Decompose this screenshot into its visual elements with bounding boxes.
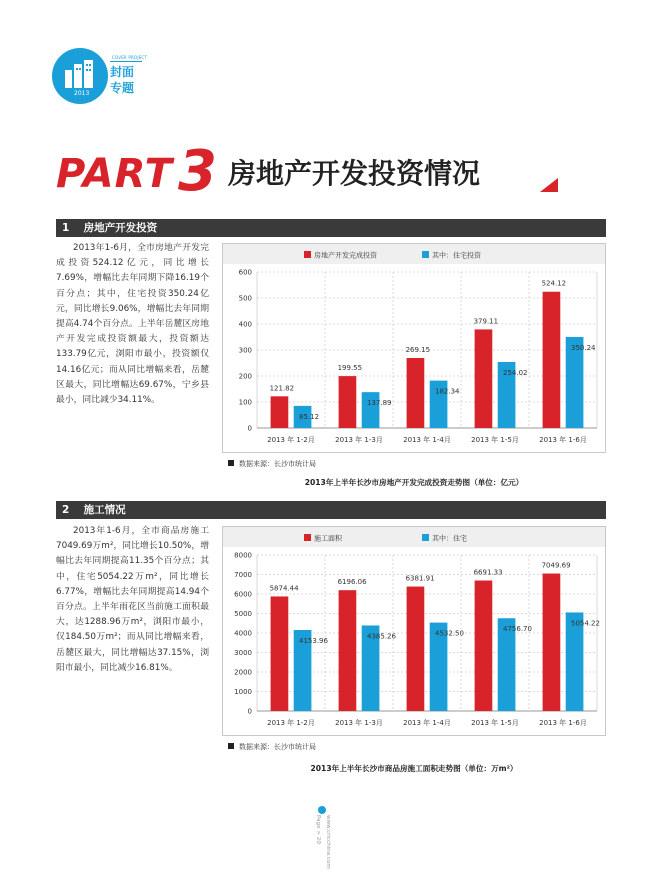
part-word: PART [56,151,173,197]
y-tick-label: 5000 [234,610,252,618]
bar [362,392,380,428]
x-tick-label: 2013 年 1-3月 [335,436,383,444]
chart-construction-svg [223,527,605,735]
y-tick-label: 600 [238,268,252,277]
source-text: 数据来源：长沙市统计局 [239,460,316,468]
legend-label: 施工面积 [314,534,342,543]
bar [407,358,425,428]
section-1-caption: 2013年上半年长沙市房地产开发完成投资走势图（单位：亿元） [304,478,524,487]
y-tick-label: 6000 [234,590,252,599]
section-title: 房地产开发投资 [83,222,158,234]
y-tick-label: 4000 [234,629,252,638]
data-label: 199.55 [337,364,363,373]
part-triangle-icon [540,178,558,192]
section-2-paragraph: 2013年1-6月，全市商品房施工7049.69万m²，同比增长10.50%，增幅比去年同期提高11.35个百分点；其中，住宅5054.22万m²，同比增长6.77%，增幅比去年同期提高14.94个百分点。上半年雨花区当前施工面积最大，达1288.96万m²，浏阳市最小，仅184.50万m²；而从同比增幅来看，岳麓区最大，同比增幅达37.15%，浏阳市最小，同比减少16.81%。 [56,526,209,673]
bar [271,596,289,711]
section-1-header [56,219,606,237]
data-label: 350.24 [571,343,596,352]
x-tick-label: 2013 年 1-6月 [539,719,587,727]
data-label: 6691.33 [473,568,503,577]
y-tick-label: 400 [238,320,252,329]
data-label: 4532.50 [435,629,464,638]
legend-swatch [422,534,429,541]
legend-label: 其中：住宅 [432,534,467,543]
chart-investment-svg [223,244,605,452]
section-2-header [56,501,606,519]
y-tick-label: 300 [238,346,252,355]
y-tick-label: 8000 [234,551,252,560]
y-tick-label: 1000 [234,688,252,696]
section-number: 1 [62,222,70,234]
y-tick-label: 3000 [234,649,252,657]
bullet-square-icon [228,743,234,749]
y-tick-label: 2000 [234,668,252,677]
data-label: 4756.70 [503,625,532,634]
x-tick-label: 2013 年 1-2月 [267,436,315,444]
building-icon [64,60,96,90]
part-title: 房地产开发投资情况 [228,157,481,190]
page-number: Page > 20 [315,815,321,844]
chart-investment [222,243,606,453]
data-label: 7049.69 [541,561,571,570]
data-label: 5874.44 [269,584,299,593]
data-label: 5054.22 [571,619,600,628]
logo-badge [52,48,108,104]
bar [475,329,493,428]
logo-year: 2013 [74,90,90,97]
data-label: 269.15 [405,346,431,355]
data-label: 524.12 [541,279,567,288]
bar [339,590,357,711]
data-label: 379.11 [473,317,499,326]
data-label: 182.34 [435,387,460,396]
bar [407,587,425,711]
bar [271,396,289,428]
legend-swatch [304,534,311,541]
y-tick-label: 0 [247,707,252,716]
data-label: 4385.26 [367,632,396,641]
bar [543,292,561,428]
bar [543,574,561,711]
data-label: 254.02 [503,368,528,377]
x-tick-label: 2013 年 1-6月 [539,436,587,444]
y-tick-label: 500 [238,294,252,303]
y-tick-label: 0 [247,424,252,433]
section-2-caption: 2013年上半年长沙市商品房施工面积走势图（单位：万m²） [310,764,518,773]
x-tick-label: 2013 年 1-4月 [403,436,451,444]
legend-band [223,527,605,547]
data-label: 6381.91 [405,574,435,583]
data-label: 121.82 [269,384,295,393]
section-1-paragraph: 2013年1-6月，全市房地产开发完成投资524.12亿元，同比增长7.69%，增幅比去年同期下降16.19个百分点；其中，住宅投资350.24亿元，同比增长9.06%，增幅比去年同期提高4.74个百分点。上半年岳麓区房地产开发完成投资额最大，投资额达133.79亿元，浏阳市最小，投资额仅14.16亿元；而从同比增幅来看，岳麓区最大，同比增幅达69.67%，宁乡县最小，同比减少34.11%。 [56,243,209,406]
section-title: 施工情况 [83,504,126,516]
bar [339,376,357,428]
section-2-source [228,742,316,752]
data-label: 137.89 [367,399,392,408]
logo-english: COVER PROJECT [112,55,148,60]
logo-title-line2: 专题 [110,81,135,95]
logo-title-line1: 封面 [110,65,135,79]
part-header [56,139,566,204]
legend-label: 其中：住宅投资 [432,251,481,260]
source-text: 数据来源：长沙市统计局 [239,743,316,751]
logo-divider [110,61,142,62]
y-tick-label: 100 [238,398,252,407]
page-footer [311,815,341,885]
legend-swatch [304,251,311,258]
page-marker-icon [318,806,326,814]
y-tick-label: 200 [238,372,252,381]
data-label: 4153.96 [299,636,328,645]
data-label: 6196.06 [337,578,367,587]
legend-band [223,244,605,264]
legend-label: 房地产开发完成投资 [314,251,377,260]
x-tick-label: 2013 年 1-3月 [335,719,383,727]
y-tick-label: 7000 [234,571,252,579]
section-1-source [228,459,316,469]
part-number: 3 [178,139,217,204]
x-tick-label: 2013 年 1-5月 [471,436,519,444]
bar [475,581,493,711]
site-url: www.cricchina.com [325,815,331,869]
x-tick-label: 2013 年 1-4月 [403,719,451,727]
legend-swatch [422,251,429,258]
chart-construction [222,526,606,736]
section-number: 2 [62,504,70,516]
cover-project-logo [52,48,164,104]
data-label: 85.12 [299,412,320,421]
x-tick-label: 2013 年 1-2月 [267,719,315,727]
bullet-square-icon [228,460,234,466]
x-tick-label: 2013 年 1-5月 [471,719,519,727]
